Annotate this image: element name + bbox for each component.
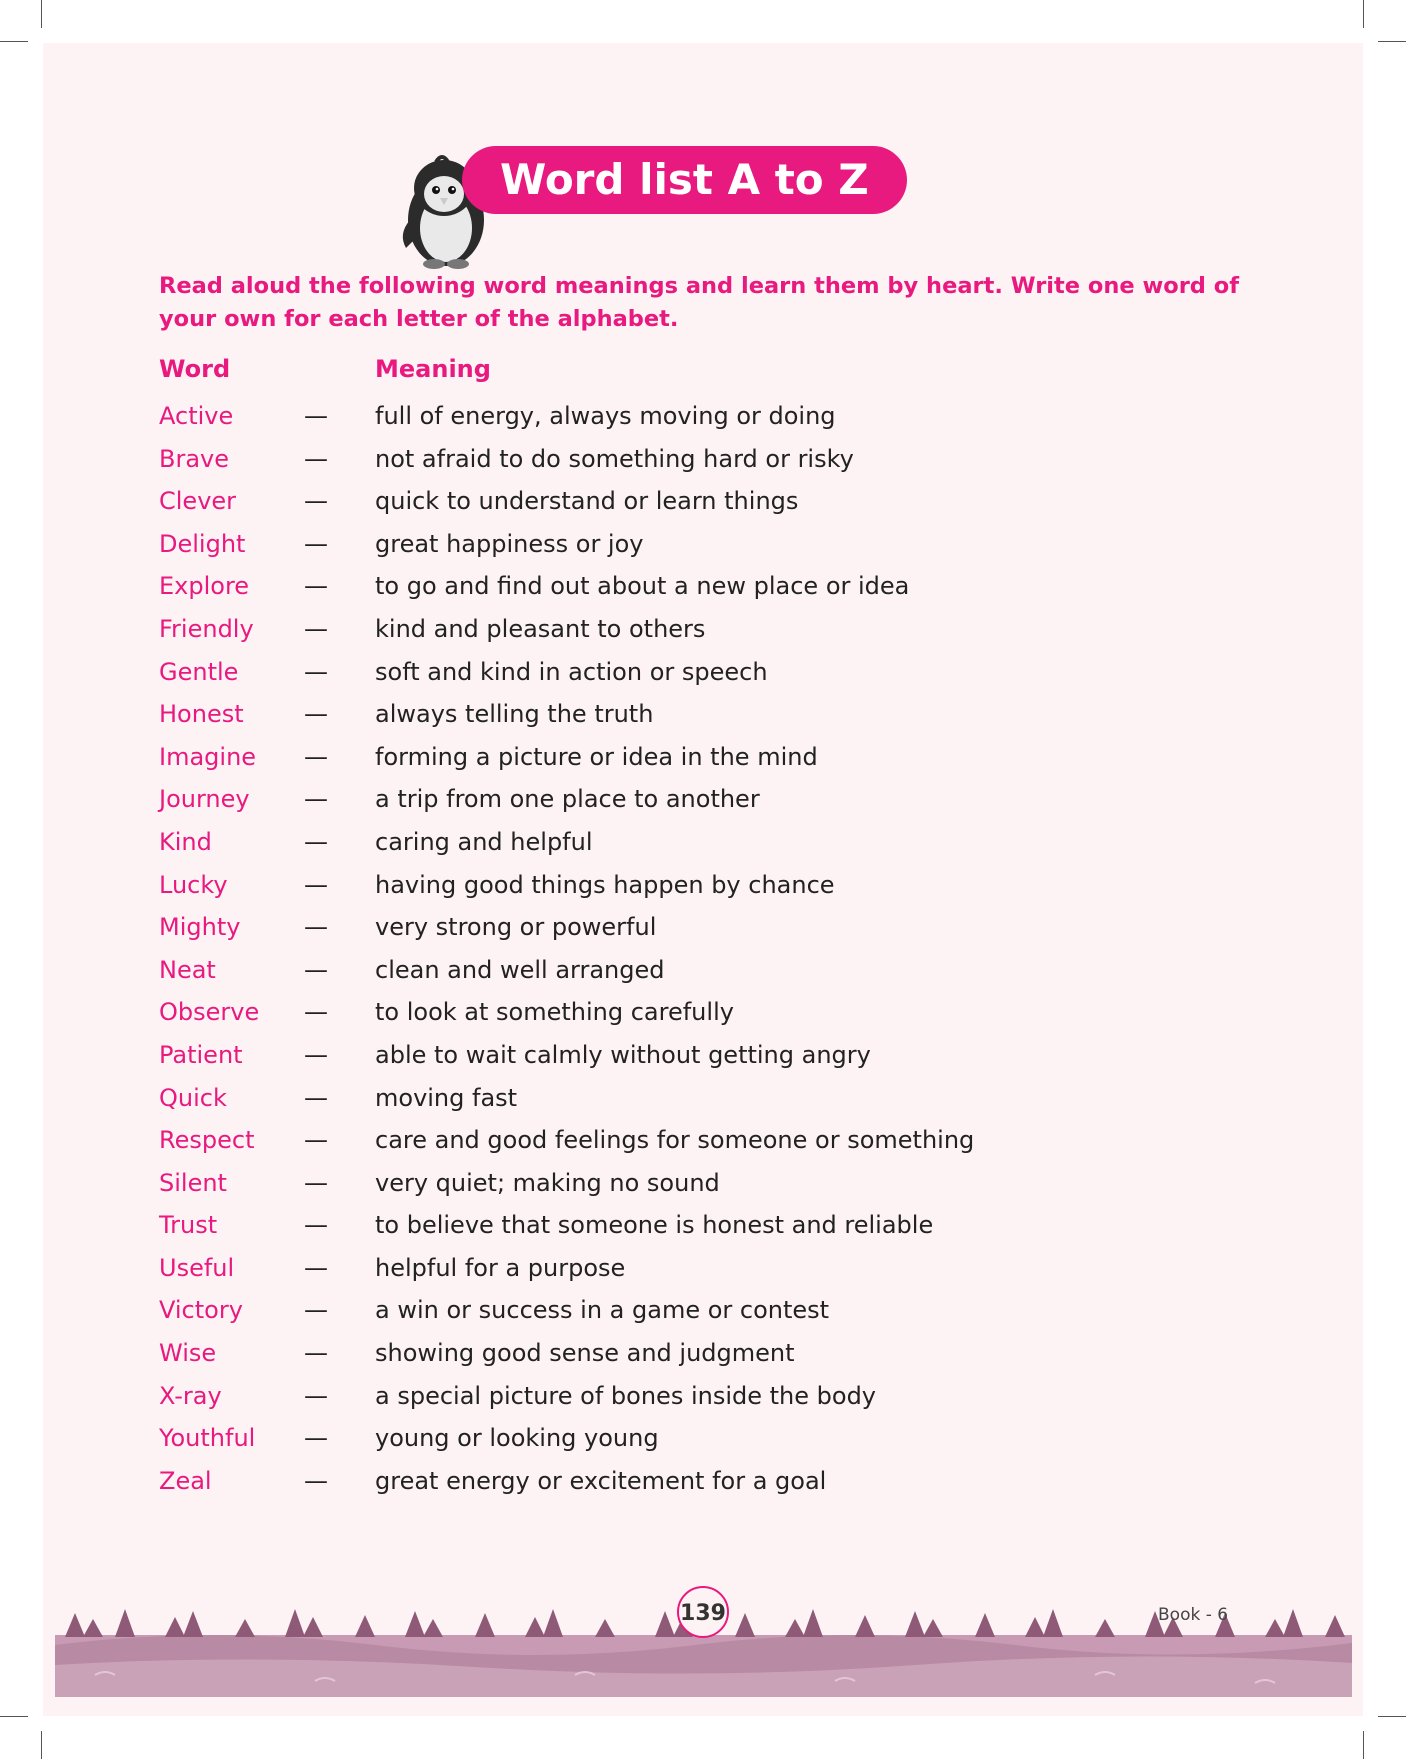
word-meaning: kind and pleasant to others [375,614,706,643]
word-meaning: very strong or powerful [375,913,657,942]
dash-separator: — [304,572,328,601]
word-meaning: to go and find out about a new place or idea [375,572,910,601]
word-term: Imagine [159,742,257,771]
word-term: Observe [159,998,260,1027]
dash-separator: — [304,614,328,643]
word-meaning: very quiet; making no sound [375,1168,720,1197]
word-meaning: young or looking young [375,1424,659,1453]
list-item [159,1460,1159,1503]
word-meaning: helpful for a purpose [375,1253,626,1282]
word-meaning: clean and well arranged [375,955,665,984]
page-number: 139 [677,1586,729,1638]
word-term: Zeal [159,1466,212,1495]
crop-mark [0,41,28,42]
list-item [159,395,1159,438]
word-term: Patient [159,1040,243,1069]
dash-separator: — [304,1339,328,1368]
word-term: X-ray [159,1381,222,1410]
crop-mark [41,0,42,28]
word-term: Youthful [159,1424,256,1453]
list-item [159,821,1159,864]
dash-separator: — [304,1466,328,1495]
list-item [159,693,1159,736]
word-meaning: able to wait calmly without getting angry [375,1040,871,1069]
word-meaning: to believe that someone is honest and reliable [375,1211,934,1240]
list-item [159,991,1159,1034]
word-term: Honest [159,700,244,729]
dash-separator: — [304,870,328,899]
word-term: Silent [159,1168,227,1197]
dash-separator: — [304,1126,328,1155]
word-term: Journey [159,785,250,814]
word-meaning: caring and helpful [375,827,593,856]
dash-separator: — [304,785,328,814]
word-meaning: a win or success in a game or contest [375,1296,830,1325]
dash-separator: — [304,1253,328,1282]
list-item [159,1162,1159,1205]
list-item [159,949,1159,992]
word-list [159,395,1159,1502]
dash-separator: — [304,827,328,856]
dash-separator: — [304,402,328,430]
crop-mark [0,1716,28,1717]
word-meaning: great happiness or joy [375,529,644,558]
book-label: Book - 6 [1158,1605,1229,1625]
word-meaning: moving fast [375,1083,518,1112]
word-term: Mighty [159,913,241,942]
crop-mark [41,1731,42,1759]
word-term: Friendly [159,614,254,643]
word-term: Neat [159,955,216,984]
page-title: Word list A to Z [462,146,907,214]
dash-separator: — [304,1381,328,1410]
word-term: Useful [159,1253,235,1282]
dash-separator: — [304,700,328,729]
list-item [159,1247,1159,1290]
dash-separator: — [304,913,328,942]
list-item [159,1375,1159,1418]
word-meaning: soft and kind in action or speech [375,657,768,686]
dash-separator: — [304,444,328,473]
word-term: Explore [159,572,250,601]
dash-separator: — [304,1040,328,1069]
list-item [159,438,1159,481]
word-meaning: a trip from one place to another [375,785,760,814]
list-item [159,565,1159,608]
dash-separator: — [304,998,328,1027]
word-term: Trust [159,1211,218,1240]
list-item [159,1417,1159,1460]
word-meaning: showing good sense and judgment [375,1339,795,1368]
dash-separator: — [304,657,328,686]
word-meaning: great energy or excitement for a goal [375,1466,827,1495]
word-meaning: forming a picture or idea in the mind [375,742,818,771]
dash-separator: — [304,1296,328,1325]
word-term: Wise [159,1339,217,1368]
word-term: Quick [159,1083,227,1112]
list-item [159,1289,1159,1332]
list-item [159,1332,1159,1375]
crop-mark [1378,1716,1406,1717]
list-item [159,1077,1159,1120]
word-term: Delight [159,529,246,558]
instructions-text: Read aloud the following word meanings and learn them by heart. Write one word of your own for each letter of the alphabet. [159,273,1239,332]
list-item [159,523,1159,566]
dash-separator: — [304,1424,328,1453]
word-term: Gentle [159,657,239,686]
list-item [159,651,1159,694]
word-meaning: always telling the truth [375,700,654,729]
dash-separator: — [304,1211,328,1240]
dash-separator: — [304,955,328,984]
crop-mark [1363,1731,1364,1759]
word-meaning: to look at something carefully [375,998,734,1027]
list-item [159,1204,1159,1247]
dash-separator: — [304,529,328,558]
word-meaning: a special picture of bones inside the body [375,1381,876,1410]
list-item [159,906,1159,949]
word-meaning: quick to understand or learn things [375,487,799,516]
dash-separator: — [304,1168,328,1197]
column-header-word: Word [159,355,231,383]
column-header-meaning: Meaning [375,355,491,383]
word-term: Active [159,402,234,430]
dash-separator: — [304,1083,328,1112]
word-term: Lucky [159,870,228,899]
word-term: Kind [159,827,212,856]
word-meaning: having good things happen by chance [375,870,835,899]
list-item [159,1034,1159,1077]
crop-mark [1378,41,1406,42]
list-item [159,480,1159,523]
dash-separator: — [304,487,328,516]
word-term: Clever [159,487,237,516]
word-meaning: full of energy, always moving or doing [375,402,836,430]
word-term: Respect [159,1126,255,1155]
list-item [159,608,1159,651]
word-meaning: not afraid to do something hard or risky [375,444,854,473]
dash-separator: — [304,742,328,771]
word-term: Victory [159,1296,243,1325]
list-item [159,736,1159,779]
list-item [159,778,1159,821]
word-meaning: care and good feelings for someone or something [375,1126,975,1155]
crop-mark [1363,0,1364,28]
list-item [159,1119,1159,1162]
word-term: Brave [159,444,230,473]
list-item [159,864,1159,907]
